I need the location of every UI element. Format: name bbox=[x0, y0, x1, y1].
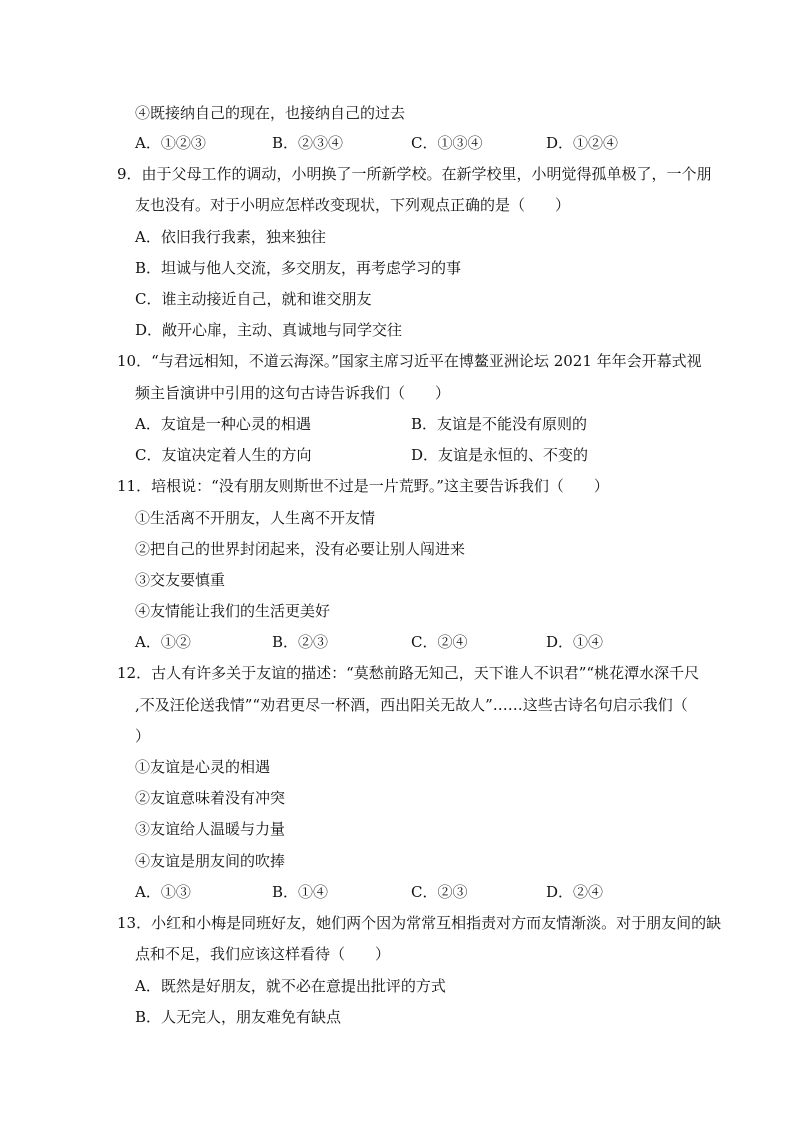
q12-item-2: ②友谊意味着没有冲突 bbox=[135, 789, 286, 807]
q9-stem-line-2: 友也没有。对于小明应怎样改变现状，下列观点正确的是（ ） bbox=[135, 196, 571, 214]
q11-option-b[interactable]: B．②③ bbox=[272, 633, 329, 651]
q12-item-1: ①友谊是心灵的相遇 bbox=[135, 758, 271, 776]
q11-stem: 11．培根说：“没有朋友则斯世不过是一片荒野。”这主要告诉我们（ ） bbox=[117, 477, 609, 495]
q8-item-4: ④既接纳自己的现在，也接纳自己的过去 bbox=[135, 104, 406, 122]
q8-option-c[interactable]: C．①③④ bbox=[411, 134, 483, 152]
q13-stem-line-1: 13．小红和小梅是同班好友，她们两个因为常常互相指责对方而友情渐淡。对于朋友间的缺 bbox=[117, 914, 722, 932]
q11-item-4: ④友情能让我们的生活更美好 bbox=[135, 602, 331, 620]
q10-stem-line-1: 10．“与君远相知，不道云海深。”国家主席习近平在博鳌亚洲论坛 2021 年年会开幕式视 bbox=[117, 352, 702, 370]
q11-option-c[interactable]: C．②④ bbox=[411, 633, 468, 651]
q12-option-d[interactable]: D．②④ bbox=[546, 883, 604, 901]
q12-option-c[interactable]: C．②③ bbox=[411, 883, 468, 901]
q12-stem-line-1: 12．古人有许多关于友谊的描述：“莫愁前路无知己，天下谁人不识君”“桃花潭水深千尺 bbox=[117, 664, 700, 682]
q12-stem-line-3: ） bbox=[135, 727, 151, 745]
q8-option-a[interactable]: A．①②③ bbox=[135, 134, 206, 152]
q13-stem-line-2: 点和不足，我们应该这样看待（ ） bbox=[135, 945, 391, 963]
q11-item-2: ②把自己的世界封闭起来，没有必要让别人闯进来 bbox=[135, 540, 466, 558]
q12-item-3: ③友谊给人温暖与力量 bbox=[135, 820, 286, 838]
q10-option-d[interactable]: D．友谊是永恒的、不变的 bbox=[411, 446, 589, 464]
q12-item-4: ④友谊是朋友间的吹捧 bbox=[135, 852, 286, 870]
q10-option-c[interactable]: C．友谊决定着人生的方向 bbox=[135, 446, 312, 464]
q12-stem-line-2: ,不及汪伦送我情”“劝君更尽一杯酒，西出阳关无故人”……这些古诗名句启示我们（ bbox=[135, 696, 688, 714]
q12-option-b[interactable]: B．①④ bbox=[272, 883, 329, 901]
q11-option-a[interactable]: A．①② bbox=[135, 633, 191, 651]
q13-option-b[interactable]: B．人无完人，朋友难免有缺点 bbox=[135, 1008, 342, 1026]
q10-option-b[interactable]: B．友谊是不能没有原则的 bbox=[411, 415, 588, 433]
q8-option-b[interactable]: B．②③④ bbox=[272, 134, 344, 152]
q8-option-d[interactable]: D．①②④ bbox=[546, 134, 619, 152]
q11-item-1: ①生活离不开朋友，人生离不开友情 bbox=[135, 509, 376, 527]
q9-option-c[interactable]: C．谁主动接近自己，就和谁交朋友 bbox=[135, 290, 372, 308]
q10-stem-line-2: 频主旨演讲中引用的这句古诗告诉我们（ ） bbox=[135, 384, 451, 402]
q11-item-3: ③交友要慎重 bbox=[135, 571, 226, 589]
q10-option-a[interactable]: A．友谊是一种心灵的相遇 bbox=[135, 415, 311, 433]
q13-option-a[interactable]: A．既然是好朋友，就不必在意提出批评的方式 bbox=[135, 977, 446, 995]
q9-option-a[interactable]: A．依旧我行我素，独来独往 bbox=[135, 228, 326, 246]
q9-option-d[interactable]: D．敞开心扉，主动、真诚地与同学交往 bbox=[135, 321, 403, 339]
q9-option-b[interactable]: B．坦诚与他人交流，多交朋友，再考虑学习的事 bbox=[135, 259, 462, 277]
q9-stem-line-1: 9．由于父母工作的调动，小明换了一所新学校。在新学校里，小明觉得孤单极了，一个朋 bbox=[117, 165, 712, 183]
q11-option-d[interactable]: D．①④ bbox=[546, 633, 604, 651]
q12-option-a[interactable]: A．①③ bbox=[135, 883, 191, 901]
